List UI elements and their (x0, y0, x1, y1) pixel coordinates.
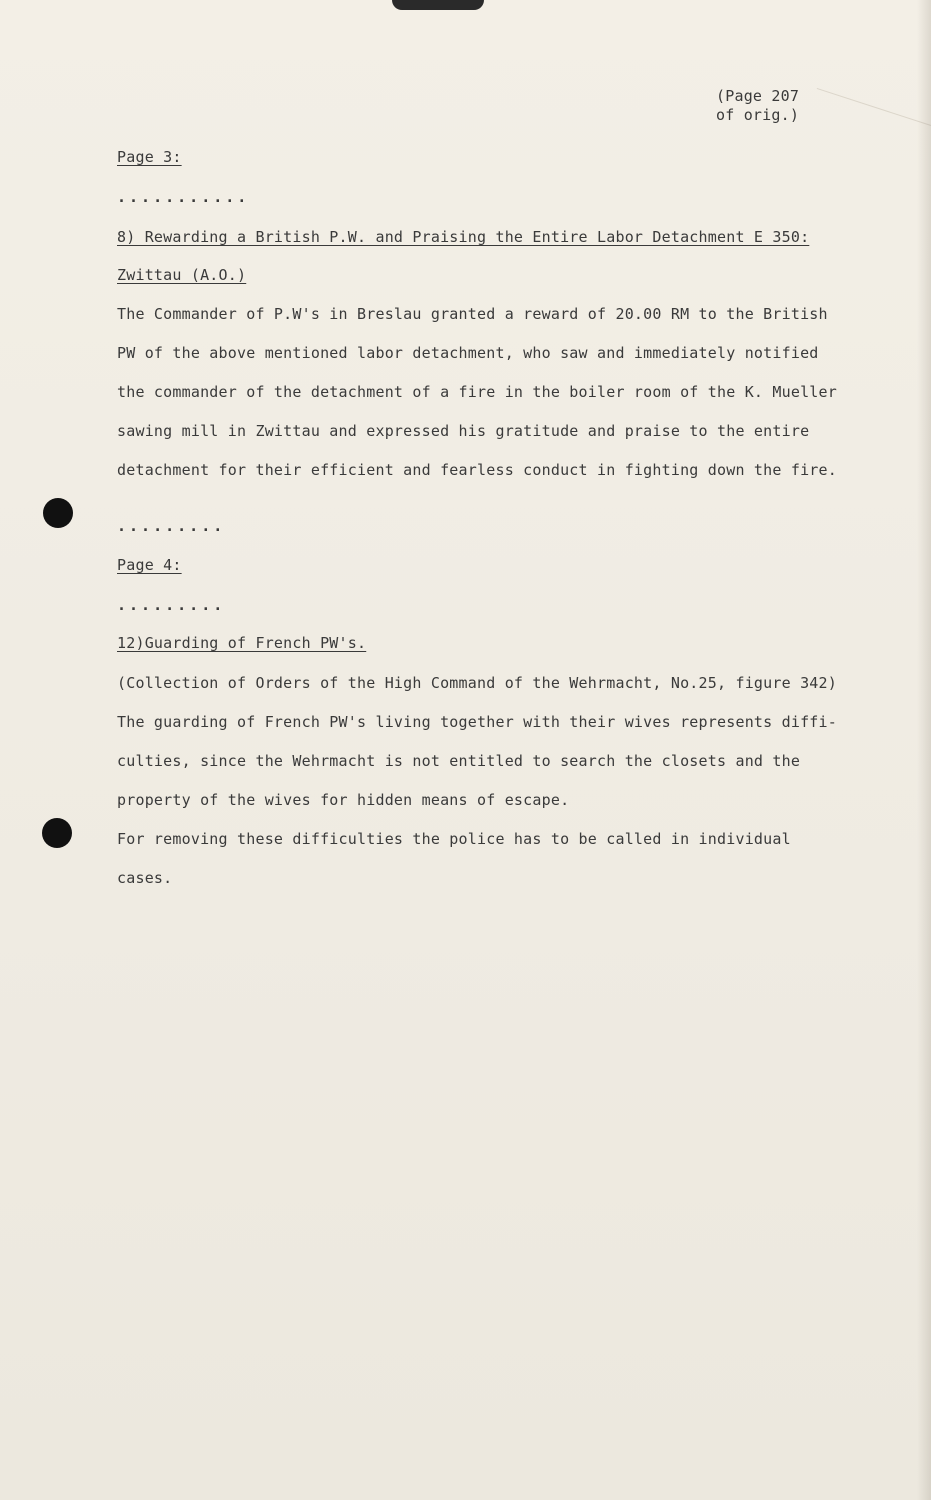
item-8-line-1: The Commander of P.W's in Breslau granted a reward of 20.00 RM to the British (117, 305, 828, 323)
item-8-heading-location: Zwittau (A.O.) (117, 266, 247, 284)
ellipsis-separator-2: ......... (117, 517, 226, 535)
item-8-line-3: the commander of the detachment of a fire in the boiler room of the K. Mueller (117, 383, 837, 401)
page-4-label: Page 4: (117, 556, 182, 574)
punch-hole-lower (42, 818, 72, 848)
item-8-heading-text: 8) Rewarding a British P.W. and Praising the Entire Labor Detachment E 350: (117, 228, 810, 246)
item-8-line-5: detachment for their efficient and fearless conduct in fighting down the fire. (117, 461, 837, 479)
item-12-line-2: The guarding of French PW's living together with their wives represents diffi- (117, 713, 837, 731)
item-12-line-4: property of the wives for hidden means of escape. (117, 791, 570, 809)
item-12-line-6: cases. (117, 869, 173, 887)
page-edge-shadow (917, 0, 931, 1500)
item-12-line-5: For removing these difficulties the police has to be called in individual (117, 830, 791, 848)
page-3-label: Page 3: (117, 148, 182, 166)
ellipsis-separator-1: ........... (117, 188, 250, 206)
item-8-heading (117, 227, 809, 247)
item-12-line-3: culties, since the Wehrmacht is not entitled to search the closets and the (117, 752, 801, 770)
punch-hole-upper (43, 498, 73, 528)
item-12-line-1: (Collection of Orders of the High Command of the Wehrmacht, No.25, figure 342) (117, 674, 837, 692)
page-reference-line-2: of orig.) (716, 106, 800, 124)
item-8-line-2: PW of the above mentioned labor detachment, who saw and immediately notified (117, 344, 819, 362)
ellipsis-separator-3: ......... (117, 596, 226, 614)
page-reference-line-1: (Page 207 (716, 87, 800, 105)
binder-clip (392, 0, 484, 10)
item-12-heading: 12)Guarding of French PW's. (117, 634, 367, 652)
item-8-line-4: sawing mill in Zwittau and expressed his gratitude and praise to the entire (117, 422, 810, 440)
